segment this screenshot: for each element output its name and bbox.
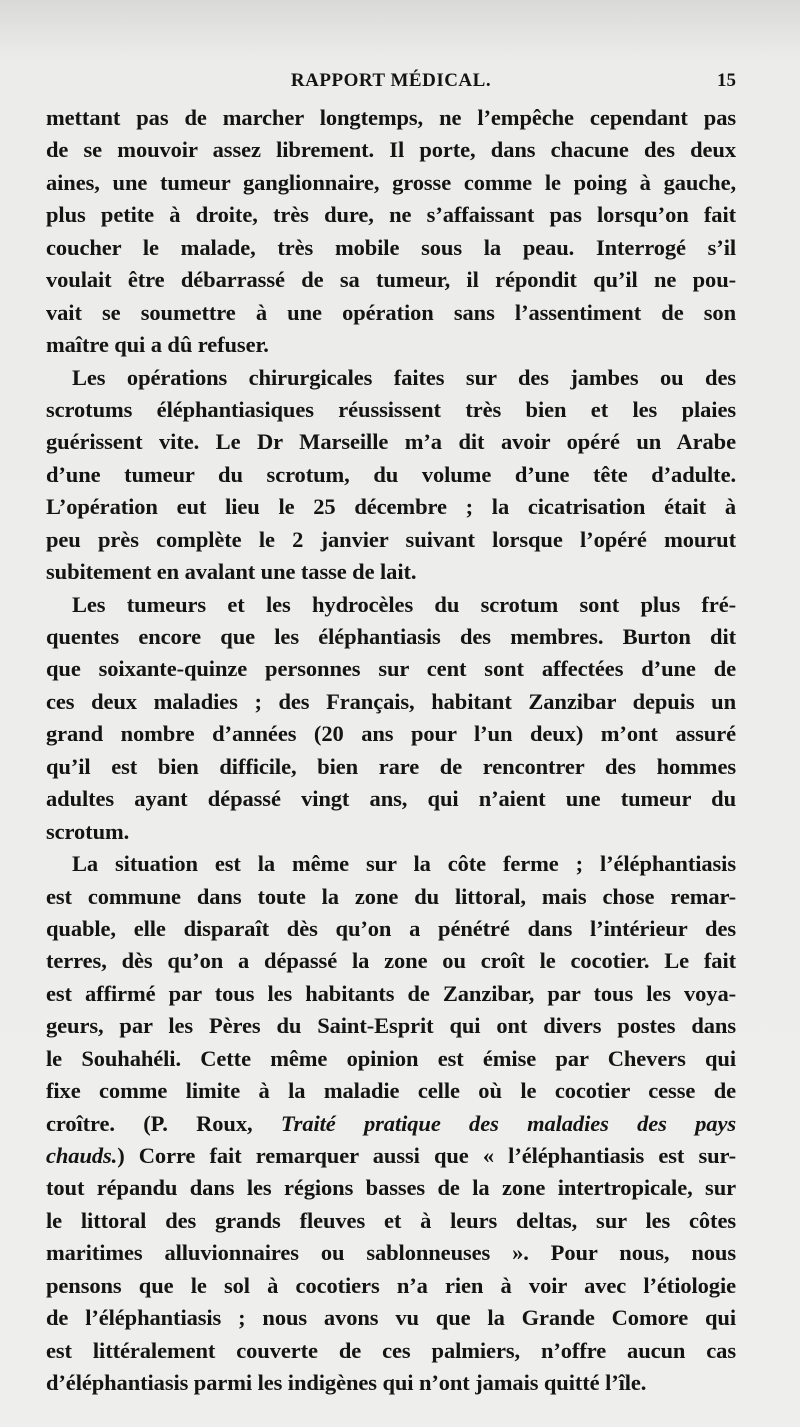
text-run: qu’il est bien difficile, bien rare de rencontrer des hommes xyxy=(46,753,736,779)
text-run: Les opérations chirurgicales faites sur des jambes ou des xyxy=(72,364,736,390)
text-line xyxy=(46,816,736,848)
text-line xyxy=(46,329,736,361)
text-line xyxy=(46,1205,736,1237)
text-run: maritimes alluvionnaires ou sablonneuses ». Pour nous, nous xyxy=(46,1240,736,1266)
text-run: de se mouvoir assez librement. Il porte, dans chacune des deux xyxy=(46,137,736,163)
text-line xyxy=(46,653,736,685)
text-line xyxy=(46,945,736,977)
text-line xyxy=(46,783,736,815)
text-line xyxy=(46,589,736,621)
text-line xyxy=(46,264,736,296)
running-title: RAPPORT MÉDICAL. xyxy=(290,70,492,91)
text-line xyxy=(46,1172,736,1204)
text-run: croître. (P. Roux, xyxy=(46,1110,281,1136)
text-run: ) Corre fait remarquer aussi que « l’éléphantiasis est sur- xyxy=(117,1143,736,1168)
text-line xyxy=(46,751,736,783)
text-run: scrotums éléphantiasiques réussissent très bien et les plaies xyxy=(46,396,736,422)
text-line xyxy=(46,426,736,458)
text-run: maître qui a dû refuser. xyxy=(46,332,269,358)
text-line xyxy=(46,1010,736,1042)
text-run: quable, elle disparaît dès qu’on a pénétré dans l’intérieur des xyxy=(46,915,736,941)
text-run: coucher le malade, très mobile sous la peau. Interrogé s’il xyxy=(46,234,736,260)
text-line xyxy=(46,1270,736,1302)
text-run: subitement en avalant une tasse de lait. xyxy=(46,559,417,585)
text-line xyxy=(46,459,736,491)
text-run: L’opération eut lieu le 25 décembre ; la cicatrisation était à xyxy=(46,494,736,520)
text-run: le littoral des grands fleuves et à leurs deltas, sur les côtes xyxy=(46,1207,736,1233)
text-run: est affirmé par tous les habitants de Zanzibar, par tous les voya- xyxy=(46,980,736,1006)
text-run: que soixante-quinze personnes sur cent sont affectées d’une de xyxy=(46,656,736,682)
text-run: le Souhahéli. Cette même opinion est émise par Chevers qui xyxy=(46,1045,736,1071)
text-line xyxy=(46,167,736,199)
text-line xyxy=(46,394,736,426)
text-line xyxy=(46,1140,736,1172)
text-line xyxy=(46,1367,736,1399)
text-line xyxy=(46,362,736,394)
text-line xyxy=(46,1335,736,1367)
text-run: ces deux maladies ; des Français, habitant Zanzibar depuis un xyxy=(46,688,736,714)
text-line xyxy=(46,524,736,556)
text-line xyxy=(46,718,736,750)
text-run: est commune dans toute la zone du littoral, mais chose remar- xyxy=(46,883,736,909)
text-run: quentes encore que les éléphantiasis des membres. Burton dit xyxy=(46,624,736,649)
italic-run: chauds. xyxy=(46,1143,118,1168)
text-line xyxy=(46,556,736,588)
text-run: d’une tumeur du scrotum, du volume d’une tête d’adulte. xyxy=(46,461,736,487)
text-line xyxy=(46,913,736,945)
text-line xyxy=(46,1237,736,1269)
text-run: est littéralement couverte de ces palmiers, n’offre aucun cas xyxy=(46,1337,736,1363)
text-run: mettant pas de marcher longtemps, ne l’empêche cependant pas xyxy=(46,105,736,130)
text-run: fixe comme limite à la maladie celle où le cocotier cesse de xyxy=(46,1078,736,1104)
text-run: plus petite à droite, très dure, ne s’affaissant pas lorsqu’on fait xyxy=(46,202,736,228)
text-line xyxy=(46,848,736,880)
body-text xyxy=(46,102,736,1400)
text-line xyxy=(46,1302,736,1334)
text-run: aines, une tumeur ganglionnaire, grosse comme le poing à gauche, xyxy=(46,169,736,195)
text-run: tout répandu dans les régions basses de la zone intertropicale, sur xyxy=(46,1175,736,1201)
page-number: 15 xyxy=(717,70,736,91)
text-run: geurs, par les Pères du Saint-Esprit qui ont divers postes dans xyxy=(46,1013,736,1039)
text-run: d’éléphantiasis parmi les indigènes qui n’ont jamais quitté l’île. xyxy=(46,1370,647,1396)
text-line xyxy=(46,881,736,913)
text-run: guérissent vite. Le Dr Marseille m’a dit avoir opéré un Arabe xyxy=(46,429,736,455)
text-run: adultes ayant dépassé vingt ans, qui n’aient une tumeur du xyxy=(46,786,736,812)
text-run: de l’éléphantiasis ; nous avons vu que la Grande Comore qui xyxy=(46,1305,736,1331)
text-run: grand nombre d’années (20 ans pour l’un deux) m’ont assuré xyxy=(46,721,736,747)
text-line xyxy=(46,1108,736,1140)
text-run: scrotum. xyxy=(46,818,130,844)
text-run: peu près complète le 2 janvier suivant lorsque l’opéré mourut xyxy=(46,526,736,552)
text-line xyxy=(46,134,736,166)
text-run: voulait être débarrassé de sa tumeur, il répondit qu’il ne pou- xyxy=(46,267,736,293)
text-line xyxy=(46,232,736,264)
text-run: terres, dès qu’on a dépassé la zone ou croît le cocotier. Le fait xyxy=(46,948,736,974)
text-run: vait se soumettre à une opération sans l’assentiment de son xyxy=(46,299,736,325)
text-run: pensons que le sol à cocotiers n’a rien à voir avec l’étiologie xyxy=(46,1272,736,1298)
italic-run: Traité pratique des maladies des pays xyxy=(280,1110,736,1136)
text-line xyxy=(46,978,736,1010)
text-line xyxy=(46,297,736,329)
text-line xyxy=(46,199,736,231)
text-line xyxy=(46,621,736,653)
text-line xyxy=(46,1075,736,1107)
text-run: Les tumeurs et les hydrocèles du scrotum sont plus fré- xyxy=(72,591,736,617)
text-line xyxy=(46,1043,736,1075)
text-run: La situation est la même sur la côte ferme ; l’éléphantiasis xyxy=(72,851,736,877)
text-line xyxy=(46,491,736,523)
text-line xyxy=(46,686,736,718)
page-header xyxy=(46,70,736,96)
text-line xyxy=(46,102,736,134)
